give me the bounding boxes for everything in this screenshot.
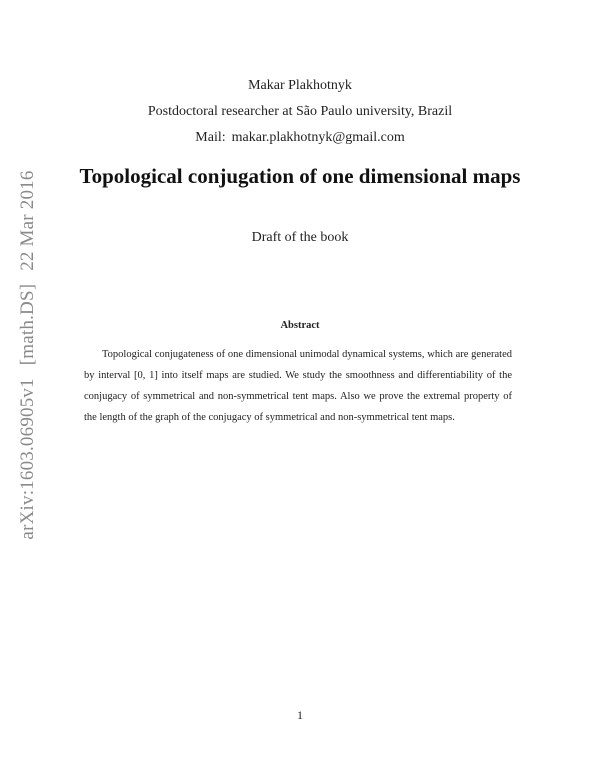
- author-name: Makar Plakhotnyk: [248, 78, 352, 93]
- arxiv-identifier: arXiv:1603.06905v1: [17, 378, 38, 540]
- author-mail: [0, 130, 600, 146]
- arxiv-category: [math.DS]: [17, 283, 38, 366]
- abstract-text: Topological conjugateness of one dimensional unimodal dynamical systems, which are generated by interval [0, 1] into itself maps are studied. We study the smoothness and differentiability of the conjugacy of symmetrical and non-symmetrical tent maps. Also we prove the extremal property of the length of the graph of the conjugacy of symmetrical and non-symmetrical tent maps.: [84, 349, 512, 423]
- page-number: 1: [297, 708, 303, 722]
- arxiv-date: 22 Mar 2016: [17, 170, 38, 271]
- paper-title: Topological conjugation of one dimensional maps: [79, 164, 521, 188]
- author-affiliation: Postdoctoral researcher at São Paulo university, Brazil: [147, 104, 453, 119]
- arxiv-stamp: [17, 166, 39, 543]
- abstract-heading: Abstract: [280, 320, 320, 331]
- mail-label: Mail:: [195, 130, 226, 145]
- mail-address: makar.plakhotnyk@gmail.com: [231, 130, 405, 145]
- paper-subtitle: Draft of the book: [251, 230, 349, 245]
